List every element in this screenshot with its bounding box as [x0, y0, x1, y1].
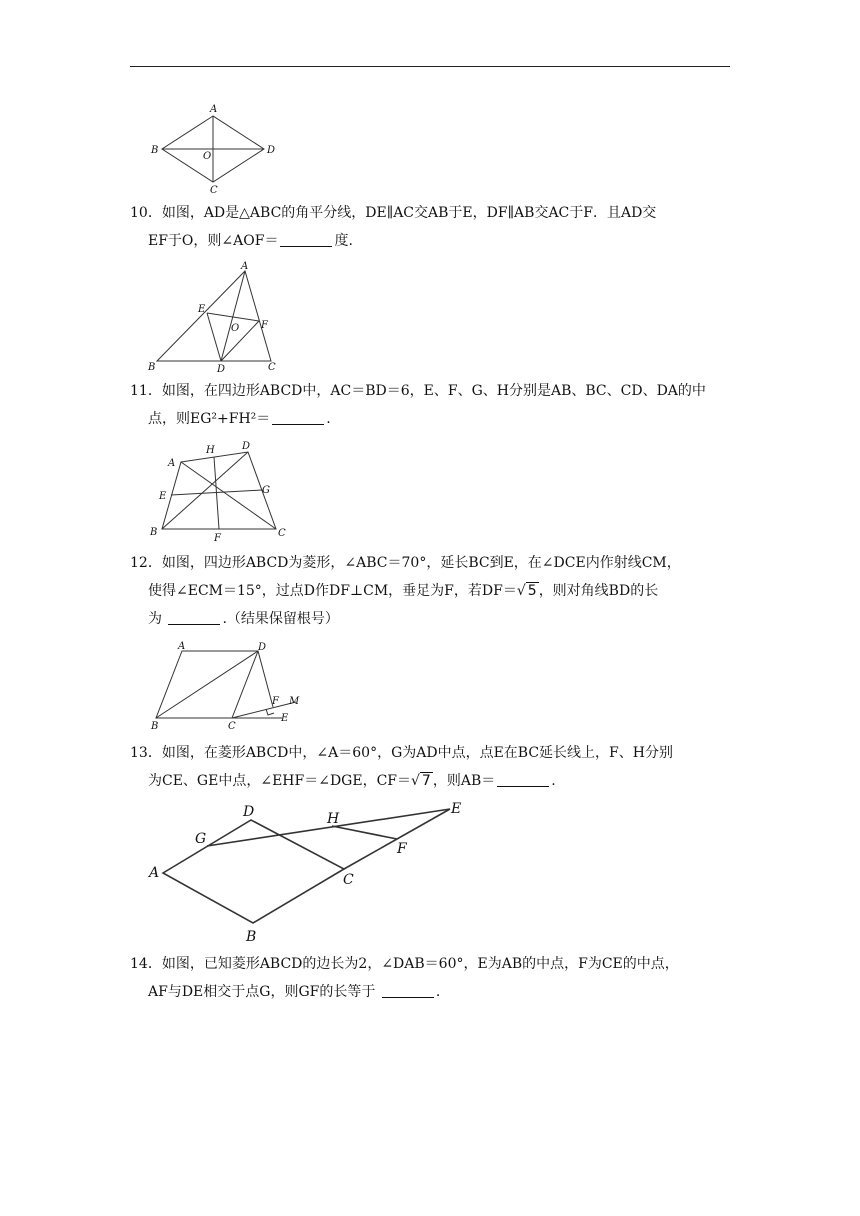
question-10	[130, 199, 730, 255]
answer-blank-13[interactable]	[497, 772, 549, 787]
label-C: C	[343, 872, 354, 888]
question-14-line1: 14．如图，已知菱形ABCD的边长为2，∠DAB＝60°，E为AB的中点，F为CE的中点，	[130, 956, 679, 972]
figure-rhombus-ray	[148, 640, 318, 735]
label-G: G	[262, 485, 270, 496]
label-F: F	[214, 533, 221, 544]
answer-blank-14[interactable]	[382, 983, 434, 998]
label-M: M	[289, 696, 300, 707]
question-11	[130, 377, 730, 433]
figure-triangle-bisector	[145, 258, 295, 373]
label-A: A	[241, 261, 249, 272]
label-F: F	[397, 841, 407, 857]
label-O: O	[203, 151, 212, 162]
label-G: G	[195, 831, 207, 847]
question-12-line1: 12．如图，四边形ABCD为菱形，∠ABC＝70°，延长BC到E，在∠DCE内作射线CM，	[130, 555, 681, 571]
label-D: D	[267, 145, 276, 156]
question-13-text: 为CE、GE中点，∠EHF＝∠DGE，CF＝	[148, 773, 411, 789]
answer-blank-12[interactable]	[168, 610, 220, 625]
question-14-end: .	[435, 984, 441, 1000]
label-D: D	[217, 364, 226, 375]
question-11-line1: 11．如图，在四边形ABCD中，AC＝BD＝6，E、F、G、H分别是AB、BC、CD、DA的中	[130, 383, 706, 399]
answer-blank-10[interactable]	[280, 232, 332, 247]
question-13	[130, 739, 730, 795]
label-H: H	[206, 445, 215, 456]
label-A: A	[149, 865, 160, 881]
label-B: B	[246, 929, 257, 945]
question-11-text: 点，则EG²+FH²＝	[148, 411, 271, 427]
question-12-text: 使得∠ECM＝15°，过点D作DF⊥CM，垂足为F，若DF＝	[148, 583, 517, 599]
label-F: F	[261, 320, 268, 331]
label-E: E	[159, 491, 167, 502]
label-C: C	[268, 362, 276, 373]
label-C: C	[210, 185, 218, 196]
question-12-note: .（结果保留根号）	[222, 611, 339, 627]
answer-blank-11[interactable]	[272, 410, 324, 425]
label-D: D	[243, 804, 255, 820]
label-O: O	[231, 323, 240, 334]
sqrt-expression: √ 5	[516, 583, 537, 599]
figure-rhombus-diagonals	[140, 100, 290, 200]
question-10-unit: 度.	[334, 233, 353, 249]
label-B: B	[151, 145, 159, 156]
sqrt-radicand: 7	[421, 773, 431, 789]
label-D: D	[258, 642, 267, 653]
question-13-text-2: ，则AB＝	[432, 773, 496, 789]
label-B: B	[151, 721, 159, 732]
label-B: B	[150, 527, 158, 538]
question-10-line1: 10．如图，AD是△ABC的角平分线，DE∥AC交AB于E，DF∥AB交AC于F．且AD交	[130, 205, 657, 221]
figure-quadrilateral-midpoints	[148, 438, 298, 543]
label-A: A	[178, 641, 186, 652]
question-14-text: AF与DE相交于点G，则GF的长等于	[148, 984, 376, 1000]
question-11-end: .	[326, 411, 331, 427]
label-E: E	[198, 304, 206, 315]
label-A: A	[168, 458, 176, 469]
question-13-end: .	[551, 773, 556, 789]
question-14	[130, 950, 730, 1006]
question-12	[130, 549, 730, 633]
label-B: B	[148, 362, 156, 373]
question-12-text-3: 为	[148, 611, 162, 627]
label-F: F	[272, 696, 279, 707]
question-13-line1: 13．如图，在菱形ABCD中，∠A＝60°，G为AD中点，点E在BC延长线上，F、H分别	[130, 745, 673, 761]
header-rule	[130, 66, 730, 67]
figure-rhombus-extension	[145, 795, 475, 945]
label-A: A	[210, 104, 218, 115]
label-H: H	[327, 811, 340, 827]
label-C: C	[228, 721, 236, 732]
label-E: E	[451, 801, 462, 817]
sqrt-expression: √ 7	[411, 773, 431, 789]
label-D: D	[242, 441, 251, 452]
sqrt-radicand: 5	[527, 583, 537, 599]
question-12-text-2: ，则对角线BD的长	[538, 583, 659, 599]
label-C: C	[278, 528, 286, 539]
question-10-text: EF于O，则∠AOF＝	[148, 233, 279, 249]
label-E: E	[281, 713, 289, 724]
